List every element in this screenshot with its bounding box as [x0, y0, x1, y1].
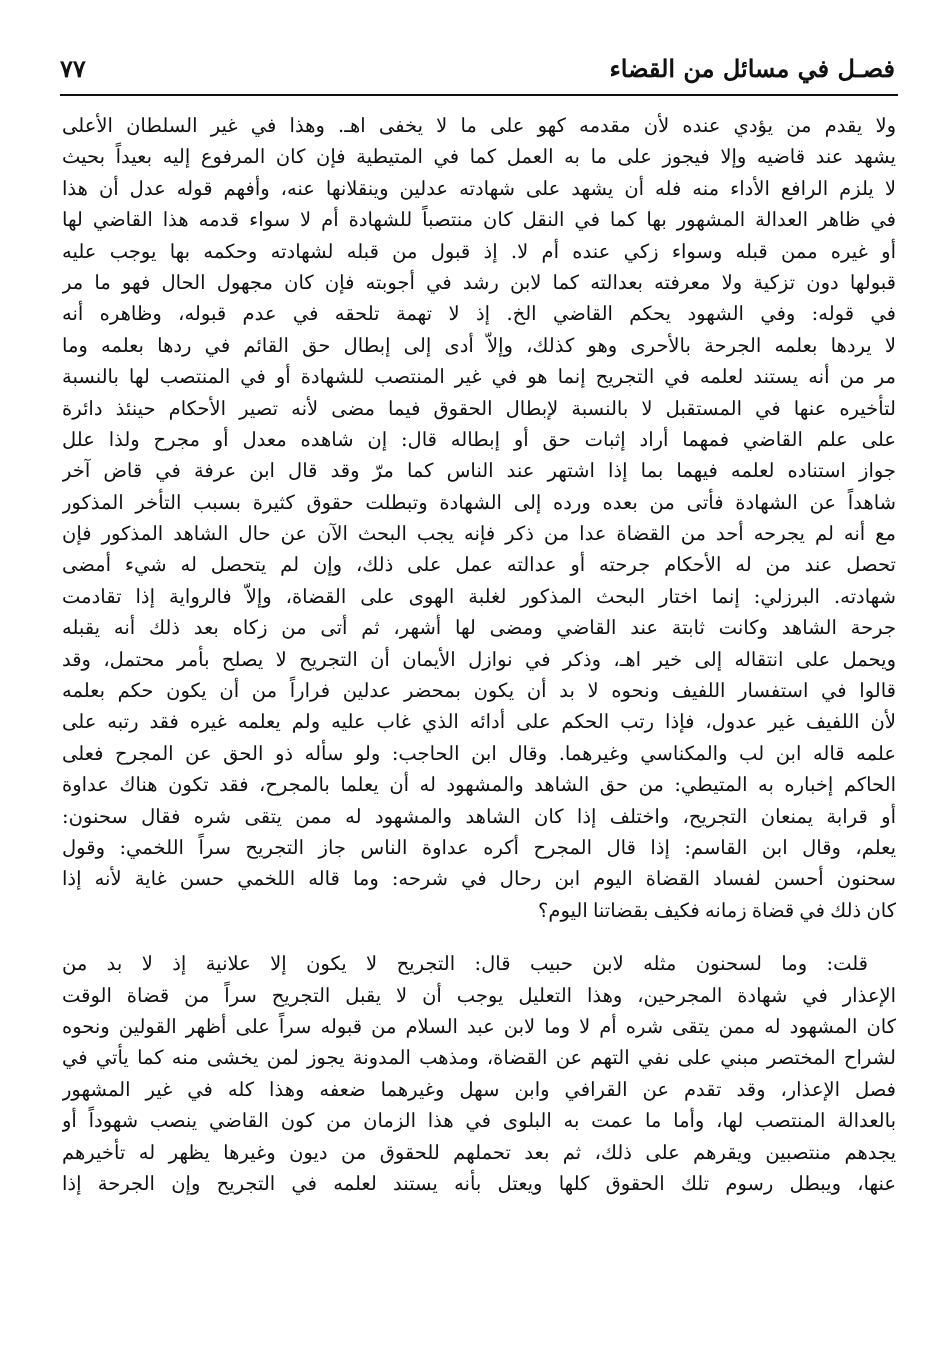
text-line: لشراح المختصر مبني على نفي التهم عن القضاة، ومذهب المدونة يجوز لمن يخشى منه كما يأتي في: [62, 1046, 896, 1070]
text-line: لتأخيره عنها في المستقبل لا بالنسبة لإبطال الحقوق فيما مضى لأنه تصير الأحكام حينئذ دائرة: [62, 396, 896, 420]
paragraph-2: [62, 948, 896, 1199]
text-line: لأن اللفيف غير عدول، فإذا رتب الحكم على أدائه الذي غاب عليه ولم يعلمه غيره فقد رتبه على: [62, 710, 896, 734]
text-line: على علم القاضي فمهما أراد إثبات حق أو إبطاله قال: إن شاهده معدل أو مجرح ولذا علل: [62, 427, 896, 451]
text-line: جواز استناده لعلمه فيهما بما إذا اشتهر عند الناس كما مرّ وقد قال ابن عرفة في قاض آخر: [62, 459, 896, 483]
text-line: في قوله: وفي الشهود يحكم القاضي الخ. إذ لا تهمة تلحقه في عدم قبوله، وظاهره أنه: [62, 302, 896, 326]
text-line: يعلم، وقال ابن القاسم: إذا قال المجرح أكره عداوة الناس جاز التجريح سراً اللخمي: وقول: [62, 835, 896, 859]
text-line: عنها، ويبطل رسوم تلك الحقوق كلها ويعتل بأنه يستند لعلمه في التجريح وإن الجرحة إذا: [62, 1171, 896, 1195]
text-line: الحاكم إخباره به المتيطي: من حق الشاهد والمشهود له أن يعلما بالمجرح، فقد تكون هناك عداوة: [62, 773, 896, 797]
text-line: قالوا في استفسار اللفيف ونحوه لا بد أن يكون بمحضر عدلين فراراً من أن يكون حكم بعلمه: [62, 679, 896, 703]
header-rule: [60, 94, 898, 96]
body-text: [62, 110, 896, 1199]
text-line: شاهداً عن الشهادة فأتى من بعده ورده إلى الشهادة وتبطلت حقوق كثيرة بسبب التأخر المذكور: [62, 490, 896, 514]
text-line: مر من أنه يستند لعلمه في التجريح إنما هو في غير المنتصب للشهادة أو في المنتصب لها بالنسبة: [62, 365, 896, 389]
text-line: ولا يقدم من يؤدي عنده لأن مقدمه كهو على ما لا يخفى اهـ. وهذا في غير السلطان الأعلى: [62, 114, 896, 137]
text-line: يجدهم منتصبين ويقرهم على ذلك، ثم بعد تحملهم للحقوق من ديون وغيرها يظهر له تأخيرهم: [62, 1140, 896, 1164]
text-line: لا يلزم الرافع الأداء منه فله أن يشهد على شهادته عدلين وينقلانها عنه، وأفهم قوله عدل أن هذا: [62, 176, 896, 200]
text-line: علمه قاله ابن لب والمكناسي وغيرهما. وقال ابن الحاجب: ولو سأله ذو الحق عن المجرح فعلى: [62, 741, 896, 765]
text-line: قلت: وما لسحنون مثله لابن حبيب قال: التجريح لا يكون إلا علانية إذ لا بد من: [62, 952, 868, 976]
paragraph-gap: [62, 926, 896, 948]
text-line: الإعذار في شهادة المجرحين، وهذا التعليل يوجب أن لا يقبل التجريح سراً من قضاة الوقت: [62, 983, 896, 1007]
text-line: تحصل عند من له الأحكام جرحته أو عدالته عمل على ذلك، وإن لم يتحصل له شيء أمضى: [62, 553, 896, 577]
text-line: كان ذلك في قضاة زمانه فكيف بقضاتنا اليوم؟: [538, 898, 896, 922]
text-line: بالعدالة المنتصب لها، وأما ما عمت به البلوى في هذا الزمان من كون القاضي ينصب شهوداً أو: [62, 1109, 896, 1133]
text-line: مع أنه لم يجرحه أحد من القضاة عدا من ذكر فإنه يجب البحث الآن عن حال الشاهد المذكور فإن: [62, 522, 896, 546]
text-line: يشهد عند قاضيه وإلا فيجوز على ما به العمل كما في المتيطية فإن كان المرفوع إليه بعيداً بحيث: [62, 145, 896, 169]
text-line: سحنون أحسن لفساد القضاة اليوم ابن رحال في شرحه: وما قاله اللخمي حسن غاية لأنه إذا: [62, 867, 896, 891]
text-line: ويحمل على انتقاله إلى خير اهـ، وذكر في نوازل الأيمان أن التجريح لا يصلح بأمر محتمل، وقد: [62, 647, 896, 671]
page-header: [60, 50, 895, 94]
text-line: في ظاهر العدالة المشهور بها كما في النقل كان منتصباً للشهادة أم لا سواء قدمه هذا القاضي لها: [62, 208, 896, 232]
text-line: شهادته. البرزلي: إنما اختار البحث المذكور لغلبة الهوى على القضاة، وإلاّ فالرواية إذا تقادمت: [62, 584, 896, 608]
text-line: جرحة الشاهد وكانت ثابتة عند القاضي ومضى لها أشهر، ثم أتى من زكاه بعد ذلك أنه يقبله: [62, 616, 896, 640]
text-line: أو غيره ممن قبله وسواء زكي عنده أم لا. إذ قبول من قبله لشهادته وحكمه بها يوجب عليه: [62, 239, 896, 263]
text-line: فصل الإعذار، وقد تقدم عن القرافي وابن سهل وغيرهما ضعفه وهذا كله في غير المشهور: [62, 1077, 896, 1101]
text-line: لا يردها بعلمه الجرحة بالأحرى وهو كذلك، وإلاّ أدى إلى إبطال حق القائم في ردها بعلمه وما: [62, 333, 896, 357]
page-number: ٧٧: [60, 54, 86, 83]
text-line: قبولها دون تزكية ولا معرفته بعدالته كما لابن رشد في أجوبته فإن كان مجهول الحال فهو ما مر: [62, 270, 896, 294]
text-line: أو قرابة يمنعان التجريح، واختلف إذا كان الشاهد والمشهود له ممن يتقى شره فقال سحنون:: [62, 804, 896, 828]
running-title: فصـل في مسائل من القضاء: [609, 54, 895, 83]
text-line: كان المشهود له ممن يتقى شره أم لا وما لابن عبد السلام من قبوله سراً على أظهر القولين ونحوه: [62, 1014, 896, 1038]
paragraph-1: [62, 110, 896, 926]
